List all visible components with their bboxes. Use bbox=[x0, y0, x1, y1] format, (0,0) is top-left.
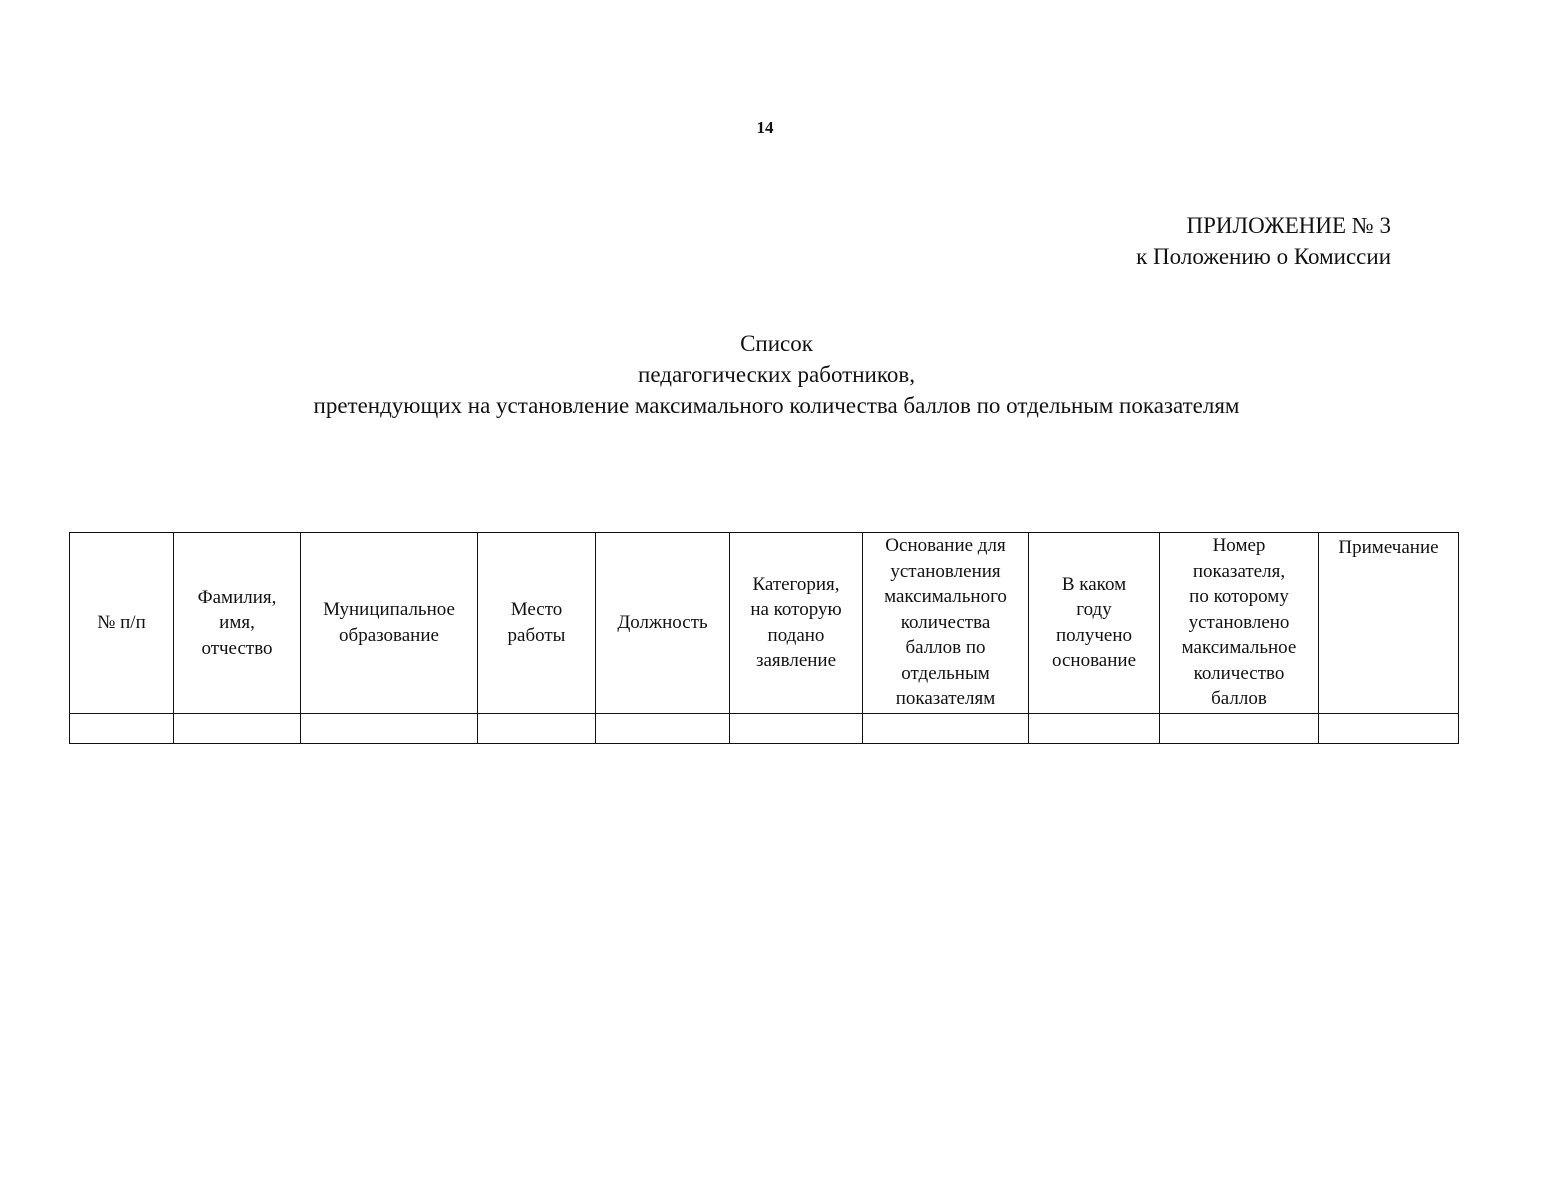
table-cell bbox=[478, 713, 596, 743]
column-header-number: № п/п bbox=[70, 533, 174, 714]
document-title bbox=[0, 328, 1553, 421]
page-number: 14 bbox=[756, 118, 774, 137]
table-cell bbox=[1160, 713, 1319, 743]
table-cell bbox=[301, 713, 478, 743]
table-cell bbox=[730, 713, 863, 743]
column-header-basis: Основание для установления максимального количества баллов по отдельным показателям bbox=[863, 533, 1029, 714]
table-cell bbox=[1319, 713, 1459, 743]
table-cell bbox=[863, 713, 1029, 743]
column-header-full-name: Фамилия, имя, отчество bbox=[174, 533, 301, 714]
document-title-line-1: Список bbox=[740, 331, 813, 356]
column-header-municipality: Муниципальное образование bbox=[301, 533, 478, 714]
column-header-category: Категория, на которую подано заявление bbox=[730, 533, 863, 714]
appendix-heading bbox=[1136, 210, 1391, 272]
document-title-line-3: претендующих на установление максимального количества баллов по отдельным показателям bbox=[313, 393, 1240, 418]
column-header-position: Должность bbox=[596, 533, 730, 714]
table-cell bbox=[70, 713, 174, 743]
table-cell bbox=[174, 713, 301, 743]
table-cell bbox=[1029, 713, 1160, 743]
document-title-line-2: педагогических работников, bbox=[638, 362, 915, 387]
column-header-workplace: Место работы bbox=[478, 533, 596, 714]
column-header-indicator-number: Номер показателя, по которому установлено максимальное количество баллов bbox=[1160, 533, 1319, 714]
table-row bbox=[70, 713, 1459, 743]
appendix-title: ПРИЛОЖЕНИЕ № 3 bbox=[1186, 213, 1391, 238]
register-table bbox=[69, 532, 1459, 744]
column-header-year: В каком году получено основание bbox=[1029, 533, 1160, 714]
column-header-note: Примечание bbox=[1319, 533, 1459, 714]
appendix-subtitle: к Положению о Комиссии bbox=[1136, 244, 1391, 269]
table-header-row bbox=[70, 533, 1459, 714]
table-cell bbox=[596, 713, 730, 743]
